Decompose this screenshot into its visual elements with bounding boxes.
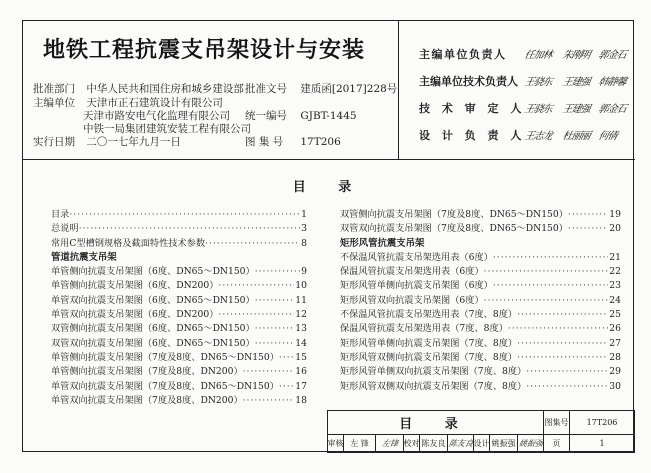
- header-info-panel: [23, 21, 399, 160]
- toc-left-column: [51, 208, 307, 408]
- toc-entry: [51, 294, 307, 308]
- check-label: 校对: [404, 435, 420, 453]
- handwritten-signature: 王建强: [561, 104, 591, 115]
- toc-entry-title: 双管双向抗震支吊架图（6度、DN65～DN150）: [51, 337, 255, 349]
- toc-leader-dots: [279, 351, 294, 365]
- toc-entry-page: 27: [609, 337, 621, 349]
- meta-row-date: [33, 134, 181, 149]
- handwritten-signature: 何倩: [597, 131, 618, 142]
- toc-entry-title: 不保温风管抗震支吊架选用表（7度、8度）: [340, 309, 518, 321]
- toc-leader-dots: [218, 308, 294, 322]
- toc-entry-title: 不保温风管抗震支吊架选用表（6度）: [340, 251, 493, 263]
- toc-entry-page: 11: [295, 294, 307, 306]
- toc-entry-title: 矩形风管双侧向抗震支吊架图（7度、8度）: [340, 351, 518, 363]
- toc-entry-page: 3: [301, 223, 307, 235]
- handwritten-signature: 郭金石: [597, 104, 627, 115]
- toc-entry-page: 26: [609, 323, 621, 335]
- toc-entry: [340, 294, 621, 308]
- handwritten-signature: 陈友良: [448, 439, 474, 448]
- reviewer-name: 左 锋: [344, 435, 376, 453]
- signature-role: 主编单位技术负责人: [419, 75, 518, 88]
- drawing-frame: [22, 20, 634, 452]
- toc-entry-title: 单管侧向抗震支吊架图（7度及8度、DN65～DN150）: [51, 351, 279, 363]
- toc-leader-dots: [79, 222, 301, 236]
- toc-entry: [340, 351, 621, 365]
- toc-entry: [340, 308, 621, 322]
- meta-value: 天津市路安电气化监理有限公司: [83, 110, 230, 122]
- checker-signature: [448, 435, 474, 453]
- toc-entry: [340, 251, 621, 265]
- toc-entry-title: 双管侧向抗震支吊架图（7度及8度、DN65～DN150）: [340, 209, 568, 220]
- toc-leader-dots: [218, 279, 294, 293]
- toc-entry: [51, 279, 307, 293]
- toc-entry: [51, 394, 307, 408]
- toc-entry-title: 常用C型槽钢规格及截面特性技术参数: [51, 237, 206, 249]
- meta-value: 中华人民共和国住房和城乡建设部: [86, 83, 244, 95]
- toc-entry-page: 30: [609, 380, 621, 392]
- toc-leader-dots: [493, 279, 608, 293]
- toc-entry-page: 12: [295, 309, 307, 321]
- toc-leader-dots: [484, 265, 609, 279]
- toc-section-heading: [340, 237, 621, 251]
- toc-leader-dots: [526, 365, 608, 379]
- meta-label: 实行日期: [33, 136, 75, 148]
- toc-entry-title: 单管双向抗震支吊架图（7度及8度、DN200）: [51, 394, 243, 406]
- title-block-title: [328, 411, 544, 435]
- toc-entry-title: 矩形风管双侧双向抗震支吊架图（7度、8度）: [340, 380, 527, 392]
- atlas-no-label: 图集号: [544, 411, 570, 435]
- checker-name: 陈友良: [420, 435, 448, 453]
- toc-entry-title: 矩形风管单侧向抗震支吊架图（6度）: [340, 280, 493, 292]
- toc-entry: [51, 322, 307, 336]
- signature-role: 技 术 审 定 人: [419, 102, 526, 115]
- toc-entry-page: 24: [609, 294, 621, 306]
- toc-entry: [51, 365, 307, 379]
- toc-entry-page: 14: [295, 337, 307, 349]
- toc-entry: [51, 237, 307, 251]
- handwritten-signature: 左锋: [380, 439, 399, 448]
- meta-label: 统一编号: [245, 110, 287, 122]
- toc-entry-title: 矩形风管抗震支吊架: [340, 237, 425, 249]
- toc-entry-title: 矩形风管单侧双向抗震支吊架图（7度、8度）: [340, 366, 527, 378]
- meta-row-unified-no: [245, 108, 357, 123]
- toc-entry-page: 18: [295, 394, 307, 406]
- toc-leader-dots: [255, 337, 295, 351]
- toc-entry: [340, 322, 621, 336]
- meta-value: 中铁一局集团建筑安装工程有限公司: [83, 123, 251, 135]
- toc-entry-page: 19: [609, 209, 621, 220]
- toc-entry: [340, 279, 621, 293]
- toc-entry-page: 25: [609, 309, 621, 321]
- toc-leader-dots: [255, 322, 295, 336]
- meta-value: GJBT-1445: [300, 110, 357, 122]
- toc-entry-page: 28: [609, 351, 621, 363]
- meta-value: 建质函[2017]228号: [300, 83, 398, 95]
- toc-leader-dots: [568, 222, 608, 236]
- meta-row-atlas-no: [245, 134, 341, 149]
- design-label: 设计: [474, 435, 490, 453]
- toc-entry-title: 单管侧向抗震支吊架图（7度及8度、DN200）: [51, 366, 243, 378]
- meta-value: 天津市正石建筑设计有限公司: [86, 97, 223, 109]
- toc-entry: [51, 351, 307, 365]
- toc-entry: [340, 365, 621, 379]
- page-label: 页: [544, 435, 570, 453]
- toc-leader-dots: [517, 351, 608, 365]
- handwritten-signature: 杜丽丽: [561, 131, 591, 142]
- toc-entry: [340, 337, 621, 351]
- toc-leader-dots: [69, 208, 300, 222]
- toc-entry-page: 22: [609, 266, 621, 278]
- signature-panel: [399, 21, 635, 160]
- meta-row-approval-no: [245, 81, 397, 96]
- toc-heading: 目 录: [292, 180, 366, 195]
- toc-leader-dots: [526, 380, 608, 394]
- designer-name: 姚振强: [490, 435, 518, 453]
- toc-leader-dots: [205, 237, 300, 251]
- toc-entry-page: 20: [609, 223, 621, 235]
- toc-entry-title: 单管双向抗震支吊架图（6度、DN200）: [51, 309, 219, 321]
- review-label: 审核: [328, 435, 344, 453]
- handwritten-signature: 王志龙: [523, 131, 553, 142]
- toc-entry-title: 单管侧向抗震支吊架图（6度、DN65～DN150）: [51, 266, 255, 278]
- toc-entry-page: 17: [295, 380, 307, 392]
- toc-entry-page: 23: [609, 280, 621, 292]
- toc-entry: [51, 265, 307, 279]
- toc-entry-page: 21: [609, 251, 621, 263]
- toc-entry-page: 13: [295, 323, 307, 335]
- toc-leader-dots: [493, 251, 608, 265]
- handwritten-signature: 王骁东: [523, 77, 553, 88]
- toc-entry-page: 8: [301, 237, 307, 249]
- toc-entry: [51, 222, 307, 236]
- handwritten-signature: 王骁东: [523, 104, 553, 115]
- reviewer-signature: [376, 435, 404, 453]
- toc-leader-dots: [517, 308, 608, 322]
- atlas-title: 地铁工程抗震支吊架设计与安装: [43, 38, 366, 63]
- toc-entry-page: 16: [295, 366, 307, 378]
- designer-signature: [518, 435, 544, 453]
- toc-entry-title: 单管侧向抗震支吊架图（6度、DN200）: [51, 280, 219, 292]
- title-block: [327, 410, 635, 453]
- toc-entry-title: 矩形风管双向抗震支吊架图（6度）: [340, 294, 484, 306]
- toc-entry-page: 29: [609, 366, 621, 378]
- meta-value: 17T206: [300, 136, 341, 148]
- toc-entry-title: 目录: [51, 209, 70, 220]
- toc-leader-dots: [279, 380, 294, 394]
- toc-entry-title: 单管双向抗震支吊架图（7度及8度、DN65～DN150）: [51, 380, 279, 392]
- signature-role: 设 计 负 责 人: [419, 129, 526, 142]
- toc-entry: [340, 208, 621, 222]
- toc-leader-dots: [568, 208, 608, 222]
- toc-entry-page: 15: [295, 351, 307, 363]
- toc-leader-dots: [484, 294, 609, 308]
- meta-label: 图 集 号: [245, 136, 284, 148]
- toc-leader-dots: [517, 337, 608, 351]
- toc-entry-title: 双管侧向抗震支吊架图（6度、DN65～DN150）: [51, 323, 255, 335]
- toc-leader-dots: [255, 265, 300, 279]
- toc-entry: [51, 308, 307, 322]
- toc-entry-title: 总说明: [51, 223, 79, 235]
- toc-entry: [51, 208, 307, 222]
- toc-entry-title: 保温风管抗震支吊架选用表（7度、8度）: [340, 323, 508, 335]
- toc-entry-page: 10: [295, 280, 307, 292]
- toc-entry: [340, 222, 621, 236]
- toc-entry-title: 管道抗震支吊架: [51, 251, 117, 263]
- meta-row-approval: [33, 81, 246, 96]
- toc-entry-page: 9: [301, 266, 307, 278]
- meta-value: 二〇一七年九月一日: [86, 136, 181, 148]
- toc-entry: [340, 265, 621, 279]
- handwritten-signature: 韩静馨: [597, 77, 627, 88]
- handwritten-signature: 郭金石: [597, 50, 627, 61]
- toc-section-heading: [51, 251, 307, 265]
- toc-right-column: [340, 208, 621, 394]
- toc-leader-dots: [508, 322, 608, 336]
- toc-entry: [51, 337, 307, 351]
- toc-entry-page: 1: [301, 209, 307, 220]
- toc-entry-title: 单管双向抗震支吊架图（6度、DN65～DN150）: [51, 294, 255, 306]
- toc-entry-title: 矩形风管单侧向抗震支吊架图（7度、8度）: [340, 337, 518, 349]
- toc-leader-dots: [243, 365, 295, 379]
- toc-entry-title: 双管双向抗震支吊架图（7度及8度、DN65～DN150）: [340, 223, 568, 235]
- toc-leader-dots: [255, 294, 295, 308]
- meta-label: 批准文号: [245, 83, 287, 95]
- meta-label: 批准部门: [33, 83, 75, 95]
- signature-role: 主编单位负责人: [419, 48, 507, 61]
- toc-entry: [340, 380, 621, 394]
- toc-entry: [51, 380, 307, 394]
- meta-label: 主编单位: [33, 97, 75, 109]
- handwritten-signature: 朱刚明: [561, 50, 591, 61]
- page-value: 1: [570, 435, 635, 453]
- handwritten-signature: 姚振强: [518, 439, 544, 448]
- handwritten-signature: 王建强: [561, 77, 591, 88]
- toc-entry-title: 保温风管抗震支吊架选用表（6度）: [340, 266, 484, 278]
- title-block-title-text: 目 录: [399, 417, 472, 432]
- toc-leader-dots: [243, 394, 295, 408]
- atlas-no-value: 17T206: [570, 411, 635, 435]
- handwritten-signature: 任加林: [523, 50, 553, 61]
